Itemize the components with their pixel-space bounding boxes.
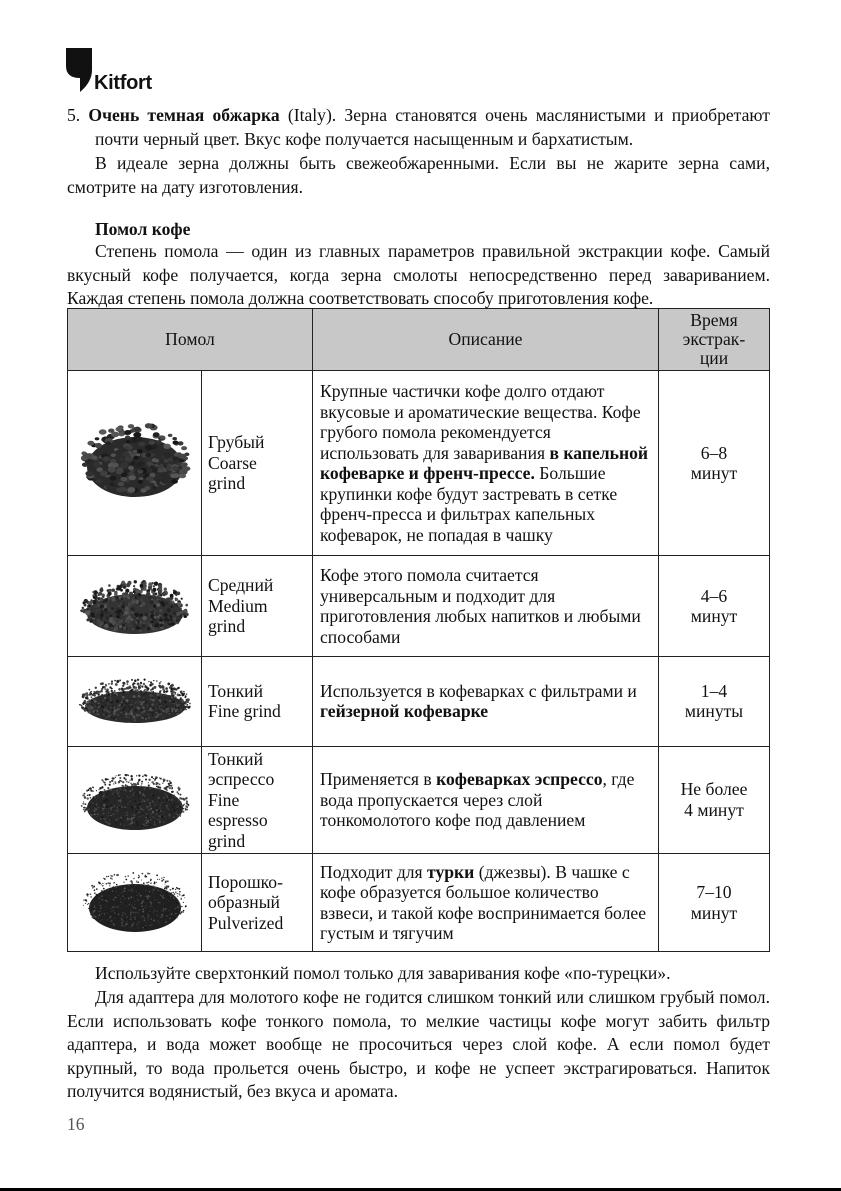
turkish-note: Используйте сверхтонкий помол только для заваривания кофе «по-турецки». <box>95 963 671 983</box>
time-line: минут <box>690 463 738 483</box>
extraction-time <box>659 556 770 657</box>
powder-coffee-pile-icon <box>74 858 196 942</box>
grind-name-line: Medium <box>208 595 268 616</box>
grind-name <box>202 371 313 556</box>
grind-description <box>313 556 659 657</box>
table-row <box>68 854 770 952</box>
time-line: минут <box>690 902 738 923</box>
grind-description <box>313 746 659 854</box>
section-heading: Помол кофе <box>95 219 191 239</box>
time-line: минуты <box>684 701 744 722</box>
description-text: Используется в кофеварках с фильтрами и <box>320 680 637 701</box>
time-line: 7–10 <box>696 882 732 902</box>
grind-description <box>313 371 659 556</box>
table-row <box>68 746 770 854</box>
grind-table <box>67 308 770 952</box>
grind-name-line: Средний <box>208 575 274 596</box>
grind-name-line: Порошко- <box>208 871 283 892</box>
header-grind: Помол <box>68 309 313 371</box>
time-line: 6–8 <box>700 442 728 463</box>
extraction-time <box>659 854 770 952</box>
time-line: 1–4 <box>700 680 728 701</box>
description-text: Кофе этого помола считается универсальным и подходит для приготовления любых напитков и любыми способами <box>320 565 641 647</box>
coarse-coffee-pile-icon <box>74 419 196 503</box>
description-text: Подходит для <box>320 861 428 882</box>
description-text: Крупные частички кофе долго отдают вкусовые и ароматические вещества. Кофе грубого помола рекомендуется использовать для заваривания <box>320 381 641 463</box>
fine-coffee-pile-icon <box>74 657 196 741</box>
grind-name <box>202 746 313 854</box>
fine-espresso-grind-image <box>68 746 202 854</box>
grind-name-line: Тонкий <box>208 680 264 701</box>
description-bold: в капельной кофеварке и френч-прессе. <box>320 442 649 483</box>
time-line: 4 минут <box>684 799 744 820</box>
table-header-row <box>68 309 770 371</box>
time-line: минут <box>690 606 738 626</box>
grind-name-line: образный <box>208 892 280 913</box>
grind-name-line: эспрессо <box>208 769 275 789</box>
coarse-grind-image <box>68 371 202 556</box>
description-text: Применяется в <box>320 769 437 789</box>
extraction-time <box>659 371 770 556</box>
grind-name-line: Тонкий <box>208 748 264 769</box>
medium-coffee-pile-icon <box>74 562 196 646</box>
fine-grind-image <box>68 657 202 747</box>
grind-name-line: Грубый <box>208 432 265 453</box>
grind-name <box>202 854 313 952</box>
roast-item-5 <box>67 104 770 151</box>
grind-name <box>202 657 313 747</box>
extraction-time <box>659 746 770 854</box>
grind-name <box>202 556 313 657</box>
item-text: (Italy). Зерна становятся очень маслянистыми и приобретают почти черный цвет. Вкус кофе получается насыщенным и бархатистым. <box>95 105 770 149</box>
description-bold: кофеварках эспрессо <box>436 769 603 789</box>
description-text: Большие крупинки кофе будут застревать в сетке френч-пресса и фильтрах капельных кофеварок, не попадая в чашку <box>320 463 618 545</box>
time-line: 4–6 <box>700 585 728 606</box>
table-row <box>68 556 770 657</box>
medium-grind-image <box>68 556 202 657</box>
grind-name-line: Pulverized <box>208 912 284 933</box>
time-line: Не более <box>680 779 748 800</box>
espresso-coffee-pile-icon <box>74 756 196 840</box>
description-text: , где вода пропускается через слой тонкомолотого кофе под давлением <box>320 769 635 830</box>
grind-name-line: grind <box>208 616 246 637</box>
item-number: 5. <box>67 105 81 125</box>
grind-description <box>313 854 659 952</box>
description-bold: турки <box>427 861 475 882</box>
table-row <box>68 657 770 747</box>
item-bold: Очень темная обжарка <box>88 105 280 125</box>
kitfort-logo-icon <box>66 48 92 92</box>
description-bold: гейзерной кофеварке <box>320 701 489 722</box>
brand-logo <box>66 48 186 94</box>
table-row <box>68 371 770 556</box>
grind-name-line: espresso <box>208 810 268 830</box>
brand-name: Kitfort <box>94 72 152 94</box>
grind-name-line: Coarse <box>208 452 257 473</box>
description-text: (джезвы). В чашке с кофе образуется большое количество взвеси, и такой кофе воспринимается более густым и тягучим <box>320 861 647 943</box>
grind-name-line: grind <box>208 830 246 851</box>
grind-description <box>313 657 659 747</box>
header-time: Время экстрак- ции <box>659 309 770 371</box>
ideal-paragraph: В идеале зерна должны быть свежеобжаренными. Если вы не жарите зерна сами, смотрите на дату изготовления. <box>67 153 770 197</box>
extraction-time <box>659 657 770 747</box>
adapter-paragraph: Для адаптера для молотого кофе не годится слишком тонкий или слишком грубый помол. Если использовать кофе тонкого помола, то мелкие частицы кофе могут забить фильтр адаптера, и вода может вообще не просочиться через слой кофе. А если помол будет крупный, то вода прольется очень быстро, и кофе не успеет экстрагироваться. Напиток получится водянистый, без вкуса и аромата. <box>67 987 770 1101</box>
section-intro: Степень помола — один из главных параметров правильной экстракции кофе. Самый вкусный кофе получается, когда зерна смолоты непосредственно перед завариванием. Каждая степень помола должна соответствовать способу приготовления кофе. <box>67 241 770 308</box>
pulverized-grind-image <box>68 854 202 952</box>
grind-name-line: grind <box>208 473 246 494</box>
grind-name-line: Fine grind <box>208 701 281 722</box>
header-description: Описание <box>313 309 659 371</box>
page-number: 16 <box>67 1114 85 1134</box>
grind-name-line: Fine <box>208 789 240 810</box>
